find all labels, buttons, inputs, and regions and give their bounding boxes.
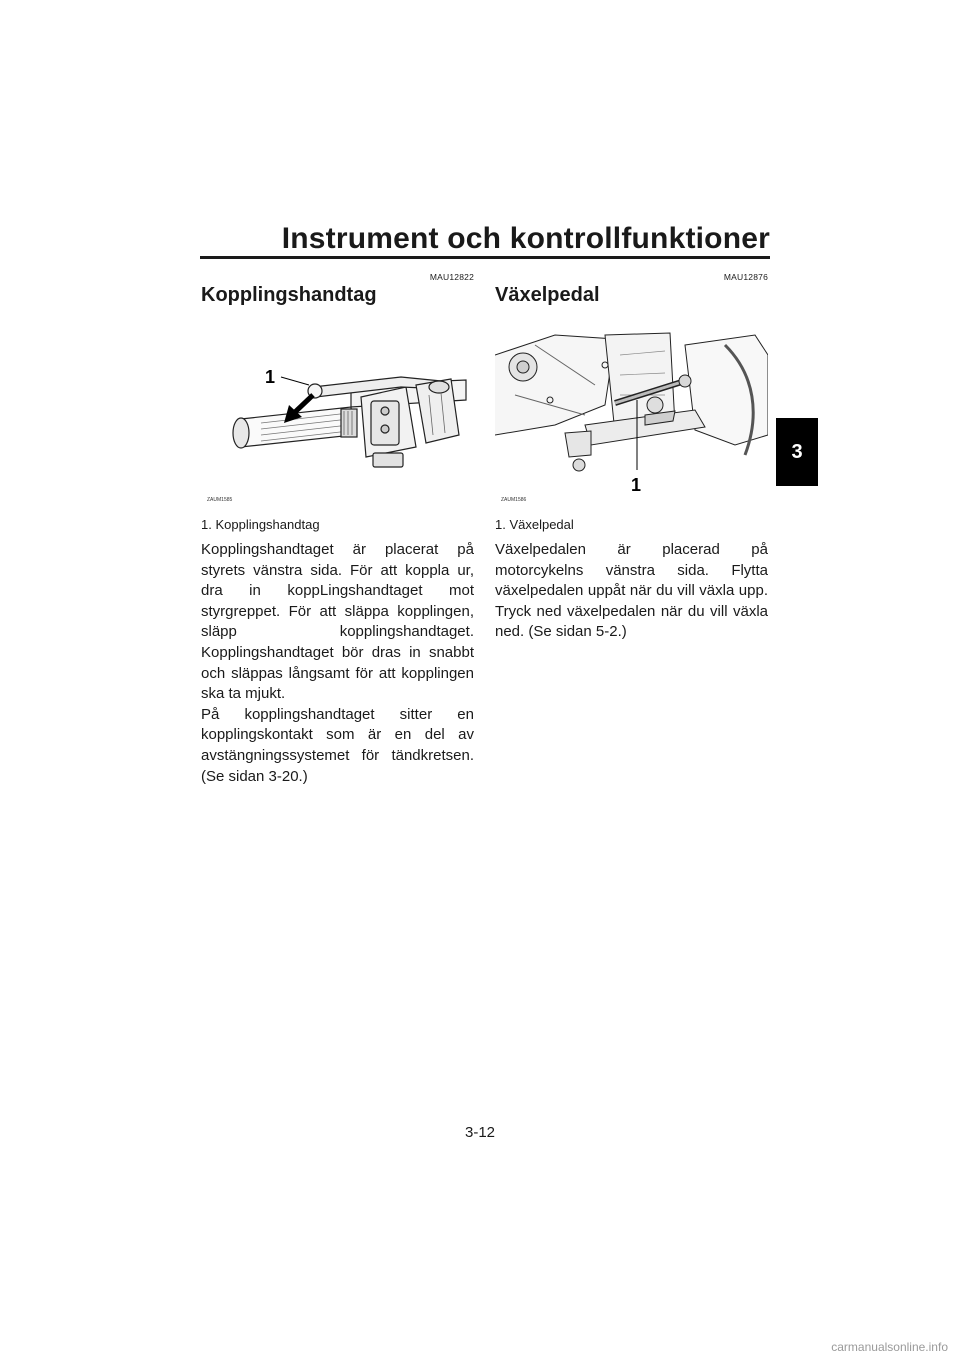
clutch-lever-illustration — [201, 315, 474, 505]
shift-pedal-figure — [495, 315, 768, 505]
figure-caption: 1. Kopplingshandtag — [201, 517, 320, 532]
right-column — [495, 272, 768, 643]
chapter-tab: 3 — [776, 418, 818, 486]
figure-callout: 1 — [265, 367, 276, 387]
paragraph: Växelpedalen är placerad på motorcykelns vänstra sida. Flytta växelpedalen uppåt när du vill växla upp. Tryck ned växelpedalen när du vill växla ned. (Se sidan 5-2.) — [495, 541, 768, 641]
shift-pedal-illustration — [495, 315, 768, 505]
watermark: carmanualsonline.info — [831, 1340, 948, 1354]
left-column — [201, 272, 474, 787]
paragraph: På kopplingshandtaget sitter en kopplingskontakt som är en del av avstängningssystemet för tändkretsen. (Se sidan 3-20.) — [201, 705, 474, 785]
figure-code: ZAUM1586 — [501, 497, 527, 503]
page-number: 3-12 — [464, 1124, 496, 1141]
section-heading: Kopplingshandtag — [201, 284, 377, 306]
section-code: MAU12822 — [429, 272, 474, 282]
clutch-lever-figure — [201, 315, 474, 505]
figure-caption: 1. Växelpedal — [495, 517, 574, 532]
section-code: MAU12876 — [723, 272, 768, 282]
page-title: Instrument och kontrollfunktioner — [281, 222, 770, 255]
section-heading: Växelpedal — [495, 284, 600, 306]
figure-callout: 1 — [631, 475, 642, 495]
paragraph: Kopplingshandtaget är placerat på styrets vänstra sida. För att koppla ur, dra in koppLingshandtaget mot styrgreppet. För att släppa kopplingen, släpp kopplingshandtaget. Kopplingshandtaget bör dras in snabbt och släppas långsamt för att kopplingen ska ta mjukt. — [201, 541, 474, 703]
figure-code: ZAUM1585 — [207, 497, 233, 503]
title-rule — [200, 256, 770, 259]
